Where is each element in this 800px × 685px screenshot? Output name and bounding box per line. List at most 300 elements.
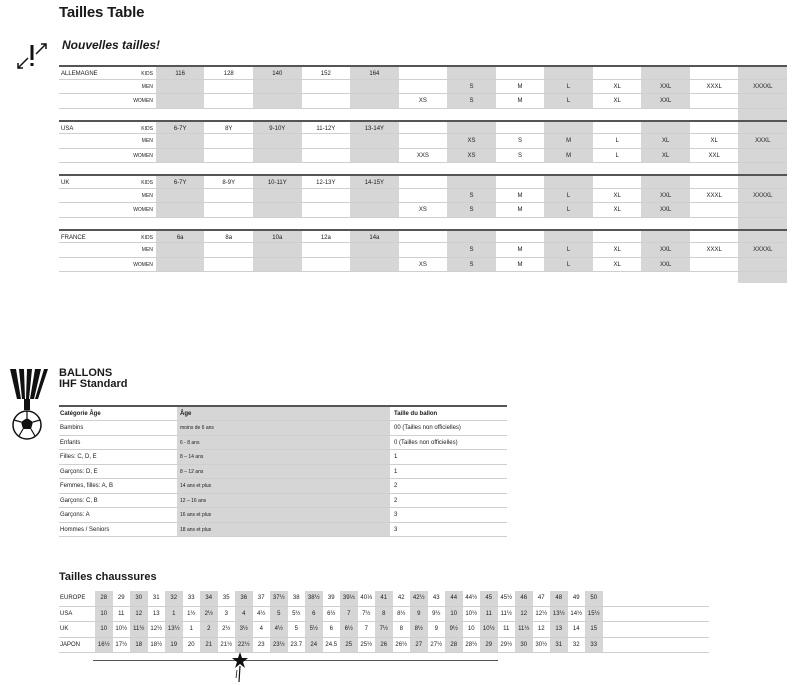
size-cell: XL — [710, 138, 718, 144]
shoe-size-cell: 1 — [189, 626, 193, 632]
separator-cell — [447, 163, 496, 174]
shoes-table — [59, 591, 709, 653]
size-cell: S — [518, 138, 523, 144]
handball-icon — [8, 369, 48, 441]
table-row — [59, 638, 709, 654]
shoe-size-cell: 2 — [200, 622, 218, 637]
shoe-size-cell: 33 — [187, 595, 195, 601]
size-cell — [738, 203, 787, 217]
shoe-size-cell: 13 — [152, 610, 160, 617]
shoe-size-cell: 10½ — [465, 610, 478, 617]
separator-cell — [302, 218, 351, 229]
shoe-size-cell: 4 — [235, 607, 253, 622]
size-cell: 128 — [223, 71, 234, 77]
separator-cell — [544, 163, 593, 174]
size-cell: XS — [418, 207, 427, 213]
size-cell: 8Y — [225, 125, 233, 132]
ballons-title — [59, 368, 127, 390]
separator-cell — [399, 272, 448, 283]
size-cell: S — [518, 152, 523, 159]
shoe-size-cell: 39 — [327, 595, 335, 601]
size-group — [59, 229, 787, 284]
table-cell: 6 - 8 ans — [177, 436, 390, 450]
shoe-size-cell: 14½ — [570, 610, 583, 617]
group-separator — [59, 109, 787, 120]
size-cell — [447, 231, 496, 243]
size-cell: 140 — [253, 67, 302, 79]
table-cell: Garçons: A — [60, 512, 90, 518]
size-cell — [253, 94, 302, 108]
shoe-size-cell: 11½ — [500, 610, 512, 617]
size-cell: M — [544, 134, 593, 148]
size-cell: XL — [613, 98, 621, 104]
size-type-label: WOMEN — [133, 207, 153, 213]
shoe-size-cell: 18½ — [150, 641, 163, 648]
table-cell: 12 – 16 ans — [177, 494, 390, 508]
shoe-size-cell: 22½ — [235, 638, 253, 653]
shoe-size-cell: 9 — [410, 607, 428, 622]
size-cell — [253, 243, 302, 257]
size-cell — [253, 203, 302, 217]
size-cell: XXXL — [706, 192, 722, 199]
sizes-table — [59, 65, 787, 283]
shoe-size-cell: 28 — [95, 591, 113, 606]
shoes-title: Tailles chaussures — [59, 571, 157, 583]
size-cell — [156, 94, 205, 108]
table-row — [59, 421, 507, 436]
region-label: EUROPE — [60, 595, 86, 601]
table-cell: 1 — [394, 454, 398, 460]
table-row — [59, 134, 787, 149]
size-cell — [593, 67, 642, 79]
separator-pad — [59, 218, 156, 229]
separator-cell — [641, 163, 690, 174]
country-label — [59, 80, 131, 94]
size-cell — [204, 134, 253, 148]
shoe-size-cell: 6½ — [340, 622, 358, 637]
country-label — [59, 243, 131, 257]
size-cell: 9-10Y — [253, 122, 302, 134]
separator-cell — [302, 163, 351, 174]
table-row — [59, 258, 787, 273]
table-cell: 16 ans et plus — [177, 508, 390, 522]
shoe-size-cell: 4½ — [257, 610, 266, 617]
size-cell — [738, 149, 787, 163]
shoe-size-cell: 46 — [515, 591, 533, 606]
separator-pad — [59, 163, 156, 174]
size-cell: XXXXL — [738, 243, 787, 257]
size-cell: XXS — [416, 152, 429, 159]
size-cell — [447, 67, 496, 79]
table-row — [59, 523, 507, 538]
size-cell — [690, 67, 739, 79]
shoe-size-cell: 6½ — [327, 610, 336, 617]
size-cell — [350, 203, 399, 217]
shoe-size-cell: 26½ — [395, 641, 408, 648]
separator-cell — [738, 109, 787, 120]
table-row — [59, 436, 507, 451]
size-cell: M — [517, 192, 523, 199]
table-cell: Garçons: C, B — [60, 497, 98, 504]
country-label — [59, 258, 131, 272]
shoe-size-cell: 30 — [130, 591, 148, 606]
shoe-size-cell: 3½ — [235, 622, 253, 637]
size-cell — [738, 94, 787, 108]
size-cell — [204, 203, 253, 217]
size-cell — [641, 122, 690, 134]
separator-cell — [302, 272, 351, 283]
shoe-size-cell: 24.5 — [325, 641, 338, 648]
separator-cell — [350, 163, 399, 174]
shoe-size-cell: 13½ — [165, 622, 183, 637]
size-cell — [447, 122, 496, 134]
separator-cell — [496, 163, 545, 174]
size-type-label: KIDS — [141, 125, 153, 132]
size-cell: 164 — [350, 67, 399, 79]
shoe-size-cell: 33 — [585, 638, 603, 653]
ballons-table — [59, 405, 507, 537]
table-cell: 2 — [394, 497, 398, 504]
separator-cell — [253, 218, 302, 229]
separator-cell — [738, 272, 787, 283]
country-label: USA — [61, 125, 74, 132]
size-cell — [156, 243, 205, 257]
size-cell — [447, 176, 496, 188]
shoe-size-cell: 44 — [445, 591, 463, 606]
region-label: JAPON — [60, 641, 81, 648]
size-cell: 10a — [253, 231, 302, 243]
shoe-size-cell: 8½ — [397, 610, 406, 617]
shoe-size-cell: 6 — [305, 607, 323, 622]
country-label — [59, 203, 131, 217]
size-cell: 11-12Y — [316, 125, 336, 132]
table-cell: 2 — [394, 483, 398, 489]
separator-cell — [399, 218, 448, 229]
size-cell — [253, 258, 302, 272]
column-header: Taille du ballon — [394, 411, 438, 417]
shoe-size-cell: 21½ — [220, 641, 233, 648]
size-cell — [399, 134, 448, 148]
size-cell: XXXL — [738, 134, 787, 148]
size-cell — [204, 80, 253, 94]
separator-cell — [204, 272, 253, 283]
size-type-label: MEN — [141, 138, 153, 144]
shoe-size-cell: 19 — [165, 638, 183, 653]
size-cell — [593, 176, 642, 188]
shoe-size-cell: 37½ — [270, 591, 288, 606]
table-cell: moins de 6 ans — [177, 421, 390, 435]
size-cell — [350, 80, 399, 94]
size-cell — [738, 122, 787, 134]
size-cell — [593, 231, 642, 243]
size-cell — [690, 231, 739, 243]
size-cell — [350, 94, 399, 108]
size-cell: L — [544, 203, 593, 217]
shoe-size-cell: 36 — [235, 591, 253, 606]
size-cell — [738, 67, 787, 79]
shoe-size-cell: 5 — [270, 607, 288, 622]
shoe-size-cell: 29 — [117, 595, 125, 601]
separator-cell — [690, 272, 739, 283]
size-cell: M — [517, 207, 523, 213]
size-cell — [399, 67, 448, 79]
size-cell — [496, 122, 545, 134]
shoe-size-cell: 11 — [503, 626, 510, 632]
shoe-size-cell: 39⅓ — [340, 591, 358, 606]
region-label: USA — [60, 610, 73, 617]
shoe-size-cell: 10 — [445, 607, 463, 622]
page-title: Tailles Table — [59, 4, 145, 21]
table-cell: Bambins — [60, 425, 84, 431]
size-type-label: MEN — [141, 192, 153, 199]
shoe-size-cell: 16½ — [95, 638, 113, 653]
table-cell: Femmes, filles: A, B — [60, 483, 114, 489]
shoe-size-cell: 49 — [572, 595, 580, 601]
shoe-size-cell: 42½ — [410, 591, 428, 606]
size-cell: XXL — [641, 80, 690, 94]
size-cell: 152 — [320, 71, 331, 77]
shoe-size-cell: 23½ — [270, 638, 288, 653]
table-row — [59, 607, 709, 623]
shoe-size-cell: 15½ — [585, 607, 603, 622]
size-cell — [350, 243, 399, 257]
shoe-size-cell: 11½ — [130, 622, 148, 637]
size-cell — [544, 67, 593, 79]
shoe-size-cell: 29 — [480, 638, 498, 653]
separator-cell — [593, 109, 642, 120]
separator-cell — [690, 163, 739, 174]
separator-pad — [59, 109, 156, 120]
shoe-size-cell: 4 — [259, 626, 263, 632]
shoe-size-cell: 8 — [399, 626, 403, 632]
table-cell: 3 — [394, 512, 398, 518]
size-cell — [641, 176, 690, 188]
size-cell: 6-7Y — [156, 176, 205, 188]
star-logo-icon — [231, 652, 249, 682]
separator-cell — [641, 272, 690, 283]
separator-pad — [59, 272, 156, 283]
size-cell — [690, 94, 739, 108]
separator-cell — [593, 163, 642, 174]
size-cell — [350, 189, 399, 203]
separator-cell — [204, 109, 253, 120]
shoe-size-cell: 11 — [480, 607, 498, 622]
shoe-size-cell: 45½ — [500, 595, 513, 601]
size-cell: M — [517, 98, 523, 104]
separator-cell — [690, 109, 739, 120]
shoe-size-cell: 8 — [375, 607, 393, 622]
size-cell: XXL — [708, 152, 720, 159]
size-cell: M — [517, 83, 523, 90]
separator-cell — [496, 218, 545, 229]
size-cell — [690, 176, 739, 188]
size-cell: XXL — [641, 94, 690, 108]
size-cell — [302, 189, 351, 203]
table-cell: 14 ans et plus — [177, 479, 390, 493]
size-cell: XXL — [641, 243, 690, 257]
size-cell — [544, 231, 593, 243]
ballons-title-line2: IHF Standard — [59, 378, 128, 390]
shoe-size-cell: 25½ — [360, 641, 373, 648]
size-cell: L — [544, 94, 593, 108]
separator-cell — [399, 163, 448, 174]
table-row — [59, 174, 787, 189]
table-row — [59, 94, 787, 109]
shoe-size-cell: 12½ — [535, 610, 548, 617]
size-cell — [350, 134, 399, 148]
new-sizes-title: Nouvelles tailles! — [62, 38, 161, 52]
size-cell — [204, 258, 253, 272]
shoe-size-cell: 9½ — [445, 622, 463, 637]
size-cell — [156, 80, 205, 94]
size-cell: 10-11Y — [253, 176, 302, 188]
shoe-size-cell: 5 — [294, 626, 298, 632]
shoe-size-cell: 13 — [550, 622, 568, 637]
size-cell: 13-14Y — [350, 122, 399, 134]
size-cell: XXL — [641, 203, 690, 217]
shoe-size-cell: 10 — [95, 622, 113, 637]
country-label: UK — [61, 180, 70, 186]
divider-line — [93, 660, 498, 661]
size-cell: XXL — [641, 258, 690, 272]
size-cell — [593, 122, 642, 134]
size-cell — [496, 67, 545, 79]
size-cell: XL — [613, 192, 621, 199]
size-cell: S — [447, 243, 496, 257]
column-header: Catégorie Âge — [60, 411, 101, 417]
size-cell: XS — [447, 134, 496, 148]
separator-cell — [350, 109, 399, 120]
shoe-size-cell: 5½ — [292, 610, 301, 617]
size-cell: 12a — [320, 234, 331, 241]
size-type-label: KIDS — [141, 71, 153, 77]
separator-cell — [544, 272, 593, 283]
shoe-size-cell: 12 — [130, 607, 148, 622]
size-cell: 12-13Y — [316, 180, 336, 186]
separator-cell — [204, 163, 253, 174]
size-cell: L — [544, 189, 593, 203]
size-cell — [738, 231, 787, 243]
shoe-size-cell: 10½ — [480, 622, 498, 637]
size-cell: L — [544, 258, 593, 272]
shoe-size-cell: 25 — [340, 638, 358, 653]
group-separator — [59, 272, 787, 283]
shoe-size-cell: 29½ — [500, 641, 513, 648]
separator-cell — [447, 109, 496, 120]
table-row — [59, 450, 507, 465]
table-cell: Garçons: D, E — [60, 468, 98, 475]
shoe-size-cell: 10 — [467, 626, 475, 632]
size-cell — [496, 176, 545, 188]
shoe-size-cell: 37 — [257, 595, 265, 601]
shoe-size-cell: 10½ — [115, 626, 128, 632]
size-cell — [399, 80, 448, 94]
size-cell: 116 — [156, 67, 205, 79]
separator-cell — [738, 218, 787, 229]
size-cell: XS — [418, 98, 427, 104]
shoe-size-cell: 38½ — [305, 591, 323, 606]
shoe-size-cell: 34 — [200, 591, 218, 606]
ballons-title-line1: BALLONS — [59, 367, 113, 379]
shoe-size-cell: 12½ — [150, 626, 163, 632]
table-row — [59, 229, 787, 244]
table-row — [59, 149, 787, 164]
region-label: UK — [60, 626, 69, 632]
table-row — [59, 203, 787, 218]
shoe-size-cell: 17½ — [115, 641, 128, 648]
shoe-size-cell: 2½ — [200, 607, 218, 622]
shoe-size-cell: 7 — [340, 607, 358, 622]
shoe-size-cell: 48 — [550, 591, 568, 606]
shoe-size-cell: 7 — [364, 626, 368, 632]
size-cell: XXXL — [706, 247, 722, 253]
shoe-size-cell: 9 — [434, 626, 438, 632]
shoe-size-cell: 7½ — [375, 622, 393, 637]
size-cell: S — [447, 189, 496, 203]
table-row — [59, 465, 507, 480]
size-cell — [690, 203, 739, 217]
size-cell: XS — [447, 149, 496, 163]
shoe-size-cell: 31 — [550, 638, 568, 653]
shoe-size-cell: 43 — [432, 595, 440, 601]
size-cell — [302, 94, 351, 108]
size-cell — [156, 134, 205, 148]
size-cell — [204, 189, 253, 203]
size-cell — [204, 94, 253, 108]
separator-cell — [447, 218, 496, 229]
shoe-size-cell: 18 — [130, 638, 148, 653]
size-cell — [350, 258, 399, 272]
shoe-size-cell: 23 — [257, 641, 265, 648]
separator-cell — [738, 163, 787, 174]
separator-cell — [544, 218, 593, 229]
size-cell: XL — [613, 207, 621, 213]
size-cell — [399, 231, 448, 243]
size-cell — [253, 80, 302, 94]
table-cell: 8 – 12 ans — [177, 465, 390, 479]
size-cell — [253, 134, 302, 148]
separator-cell — [690, 218, 739, 229]
shoe-size-cell: 42 — [397, 595, 405, 601]
separator-cell — [350, 272, 399, 283]
table-cell: 8 – 14 ans — [177, 450, 390, 464]
shoe-size-cell: 8½ — [410, 622, 428, 637]
separator-cell — [253, 272, 302, 283]
size-cell: XS — [418, 261, 427, 268]
size-cell: L — [544, 243, 593, 257]
table-row — [59, 65, 787, 80]
size-cell — [399, 243, 448, 257]
shoe-size-cell: 14 — [572, 626, 580, 632]
shoe-size-cell: 28 — [445, 638, 463, 653]
column-header: Âge — [177, 407, 390, 420]
size-cell — [302, 258, 351, 272]
shoe-size-cell: 28½ — [465, 641, 478, 648]
shoe-size-cell: 11½ — [515, 622, 533, 637]
table-row — [59, 80, 787, 95]
size-group — [59, 65, 787, 120]
country-label: ALLEMAGNE — [61, 71, 98, 77]
size-cell: S — [447, 258, 496, 272]
size-cell: M — [517, 261, 523, 268]
size-cell — [738, 258, 787, 272]
shoe-size-cell: 32 — [572, 641, 580, 648]
country-label: FRANCE — [61, 234, 86, 241]
size-cell: 14-15Y — [350, 176, 399, 188]
size-cell: S — [447, 94, 496, 108]
size-cell — [253, 149, 302, 163]
table-row — [59, 120, 787, 135]
